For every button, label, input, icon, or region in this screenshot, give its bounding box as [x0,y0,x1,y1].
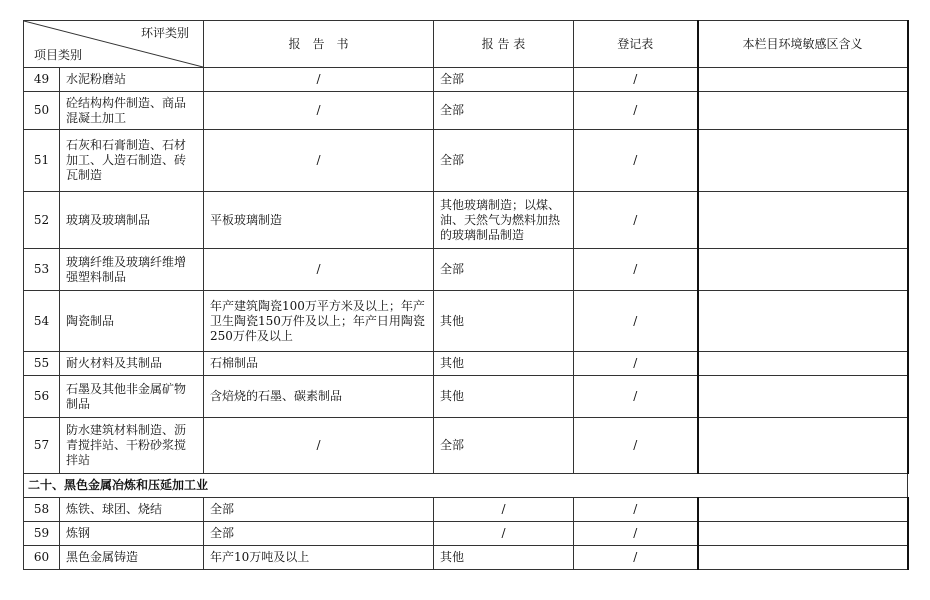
report-form-cell: 其他玻璃制造；以煤、油、天然气为燃料加热的玻璃制品制造 [434,192,574,249]
table-row [24,376,908,418]
report-book-cell: 全部 [204,498,434,522]
sensitive-area-cell [698,291,908,352]
project-category: 石墨及其他非金属矿物制品 [60,376,204,418]
project-category: 石灰和石膏制造、石材加工、人造石制造、砖瓦制造 [60,130,204,192]
table-row [24,522,908,546]
register-cell: / [574,522,698,546]
report-form-cell: 其他 [434,291,574,352]
table-row [24,68,908,92]
sensitive-area-cell [698,192,908,249]
corner-header-cell [24,21,204,68]
section-title: 二十、黑色金属冶炼和压延加工业 [24,474,908,498]
project-category: 玻璃纤维及玻璃纤维增强塑料制品 [60,249,204,291]
report-book-cell: / [204,249,434,291]
register-cell: / [574,376,698,418]
register-cell: / [574,130,698,192]
report-book-cell: 含焙烧的石墨、碳素制品 [204,376,434,418]
report-book-cell: / [204,92,434,130]
register-cell: / [574,291,698,352]
section-row [24,474,908,498]
row-number: 60 [24,546,60,570]
sensitive-area-cell [698,522,908,546]
row-number: 53 [24,249,60,291]
row-number: 56 [24,376,60,418]
table-row [24,498,908,522]
project-category: 砼结构构件制造、商品混凝土加工 [60,92,204,130]
row-number: 59 [24,522,60,546]
header-report-form: 报 告 表 [434,21,574,68]
header-sensitive-area: 本栏目环境敏感区含义 [698,21,908,68]
project-category: 陶瓷制品 [60,291,204,352]
sensitive-area-cell [698,352,908,376]
project-category: 黑色金属铸造 [60,546,204,570]
report-book-cell: / [204,68,434,92]
row-number: 58 [24,498,60,522]
table-row [24,546,908,570]
report-book-cell: / [204,418,434,474]
report-form-cell: / [434,522,574,546]
row-number: 49 [24,68,60,92]
header-report-book: 报 告 书 [204,21,434,68]
sensitive-area-cell [698,546,908,570]
project-category: 水泥粉磨站 [60,68,204,92]
row-number: 51 [24,130,60,192]
report-form-cell: 全部 [434,92,574,130]
row-number: 57 [24,418,60,474]
row-number: 54 [24,291,60,352]
sensitive-area-cell [698,376,908,418]
sensitive-area-cell [698,498,908,522]
report-book-cell: 石棉制品 [204,352,434,376]
row-number: 52 [24,192,60,249]
register-cell: / [574,68,698,92]
register-cell: / [574,92,698,130]
register-cell: / [574,352,698,376]
report-book-cell: 年产建筑陶瓷100万平方米及以上；年产卫生陶瓷150万件及以上；年产日用陶瓷250万件及以上 [204,291,434,352]
report-form-cell: 全部 [434,418,574,474]
report-book-cell: 全部 [204,522,434,546]
project-category: 玻璃及玻璃制品 [60,192,204,249]
header-row [24,21,908,68]
row-number: 55 [24,352,60,376]
table-row [24,291,908,352]
sensitive-area-cell [698,130,908,192]
report-form-cell: 全部 [434,249,574,291]
table-row [24,192,908,249]
project-category: 炼钢 [60,522,204,546]
report-form-cell: 其他 [434,546,574,570]
corner-bottom-label: 项目类别 [34,48,83,62]
table-row [24,130,908,192]
sensitive-area-cell [698,418,908,474]
table-body [24,68,908,570]
register-cell: / [574,498,698,522]
sensitive-area-cell [698,92,908,130]
table-row [24,92,908,130]
report-book-cell: 年产10万吨及以上 [204,546,434,570]
project-category: 耐火材料及其制品 [60,352,204,376]
classification-table [23,20,909,570]
classification-table-container [23,20,909,570]
report-book-cell: 平板玻璃制造 [204,192,434,249]
corner-top-label: 环评类别 [140,26,189,40]
report-form-cell: 其他 [434,376,574,418]
report-book-cell: / [204,130,434,192]
register-cell: / [574,418,698,474]
table-row [24,352,908,376]
report-form-cell: 全部 [434,68,574,92]
sensitive-area-cell [698,68,908,92]
register-cell: / [574,546,698,570]
report-form-cell: / [434,498,574,522]
register-cell: / [574,192,698,249]
table-row [24,418,908,474]
register-cell: / [574,249,698,291]
row-number: 50 [24,92,60,130]
sensitive-area-cell [698,249,908,291]
table-row [24,249,908,291]
project-category: 炼铁、球团、烧结 [60,498,204,522]
report-form-cell: 全部 [434,130,574,192]
project-category: 防水建筑材料制造、沥青搅拌站、干粉砂浆搅拌站 [60,418,204,474]
header-register: 登记表 [574,21,698,68]
report-form-cell: 其他 [434,352,574,376]
